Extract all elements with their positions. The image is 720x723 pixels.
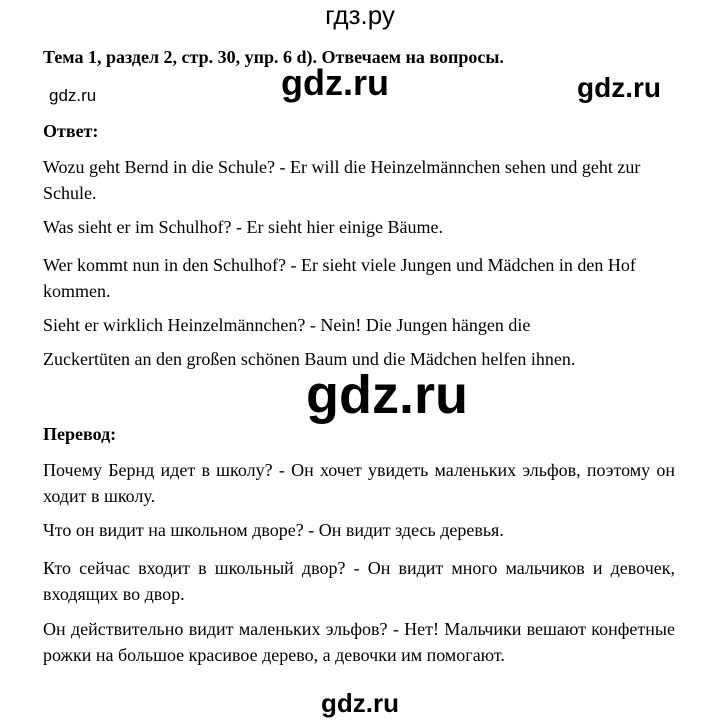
- watermark-center: gdz.ru: [306, 365, 468, 425]
- watermark-small: gdz.ru: [49, 86, 97, 105]
- watermark-medium: gdz.ru: [281, 62, 389, 103]
- answer-line-4: Sieht er wirklich Heinzelmännchen? - Nein! Die Jungen hängen die: [43, 315, 531, 335]
- watermark-right: gdz.ru: [577, 72, 661, 103]
- translation-line-3: Кто сейчас входит в школьный двор? - Он видит много мальчиков и девочек, входящих во двор.: [43, 558, 675, 604]
- watermark-top: гдз.ру: [325, 0, 395, 30]
- answer-line-5: Zuckertüten an den großen schönen Baum und die Mädchen helfen ihnen.: [43, 349, 576, 369]
- translation-label: Перевод:: [43, 424, 117, 444]
- translation-line-1: Почему Бернд идет в школу? - Он хочет увидеть маленьких эльфов, поэтому он ходит в школу.: [43, 460, 675, 506]
- translation-line-4: Он действительно видит маленьких эльфов? - Нет! Мальчики вешают конфетные рожки на большое красивое дерево, а девочки им помогают.: [43, 619, 675, 665]
- answer-line-2: Was sieht er im Schulhof? - Er sieht hier einige Bäume.: [43, 217, 443, 237]
- translation-line-2: Что он видит на школьном дворе? - Он видит здесь деревья.: [43, 520, 504, 540]
- answer-line-1: Wozu geht Bernd in die Schule? - Er will die Heinzelmännchen sehen und geht zur Schule.: [43, 157, 641, 203]
- answer-label: Ответ:: [43, 121, 99, 141]
- answer-line-3: Wer kommt nun in den Schulhof? - Er sieht viele Jungen und Mädchen in den Hof kommen.: [43, 255, 636, 301]
- exercise-heading: Тема 1, раздел 2, стр. 30, упр. 6 d). Отвечаем на вопросы.: [43, 47, 504, 67]
- watermark-bottom: gdz.ru: [321, 688, 399, 718]
